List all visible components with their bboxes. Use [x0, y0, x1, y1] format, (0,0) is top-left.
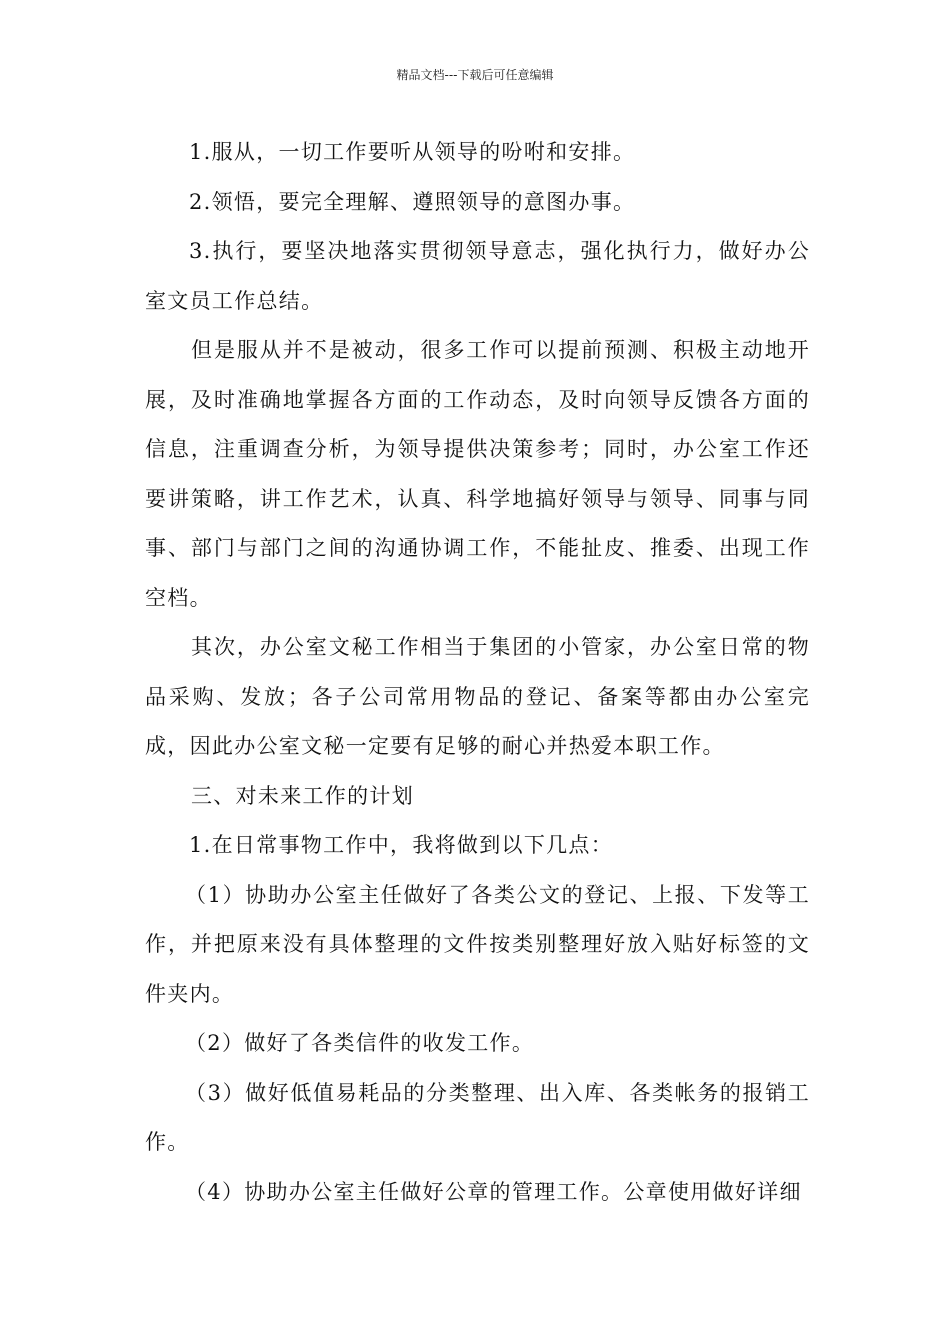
paragraph-obedience: 但是服从并不是被动，很多工作可以提前预测、积极主动地开展，及时准确地掌握各方面的工作动态，及时向领导反馈各方面的信息，注重调查分析，为领导提供决策参考；同时，办公室工作还要讲策略，讲工作艺术，认真、科学地搞好领导与领导、同事与同事、部门与部门之间的沟通协调工作，不能扯皮、推委、出现工作空档。 — [145, 338, 810, 610]
list-item-4: （4）协助办公室主任做好公章的管理工作。公章使用做好详细 — [185, 1179, 802, 1204]
list-item-1: （1）协助办公室主任做好了各类公文的登记、上报、下发等工作，并把原来没有具体整理的文件按类别整理好放入贴好标签的文件夹内。 — [145, 882, 810, 1006]
list-item-3: （3）做好低值易耗品的分类整理、出入库、各类帐务的报销工作。 — [145, 1080, 810, 1154]
paragraph-secondly: 其次，办公室文秘工作相当于集团的小管家，办公室日常的物品采购、发放；各子公司常用物品的登记、备案等都由办公室完成，因此办公室文秘一定要有足够的耐心并热爱本职工作。 — [145, 635, 810, 758]
page-header: 精品文档---下载后可任意编辑 — [396, 68, 554, 82]
paragraph-daily-work: 1.在日常事物工作中，我将做到以下几点： — [189, 833, 614, 857]
paragraph-item-2: 2.领悟，要完全理解、遵照领导的意图办事。 — [189, 189, 636, 214]
document-body — [145, 128, 810, 1217]
list-item-2: （2）做好了各类信件的收发工作。 — [185, 1031, 535, 1055]
paragraph-item-1: 1.服从，一切工作要听从领导的吩咐和安排。 — [189, 140, 636, 164]
section-heading-future-plan: 三、对未来工作的计划 — [191, 783, 414, 808]
paragraph-item-3: 3.执行，要坚决地落实贯彻领导意志，强化执行力，做好办公室文员工作总结。 — [145, 239, 810, 313]
